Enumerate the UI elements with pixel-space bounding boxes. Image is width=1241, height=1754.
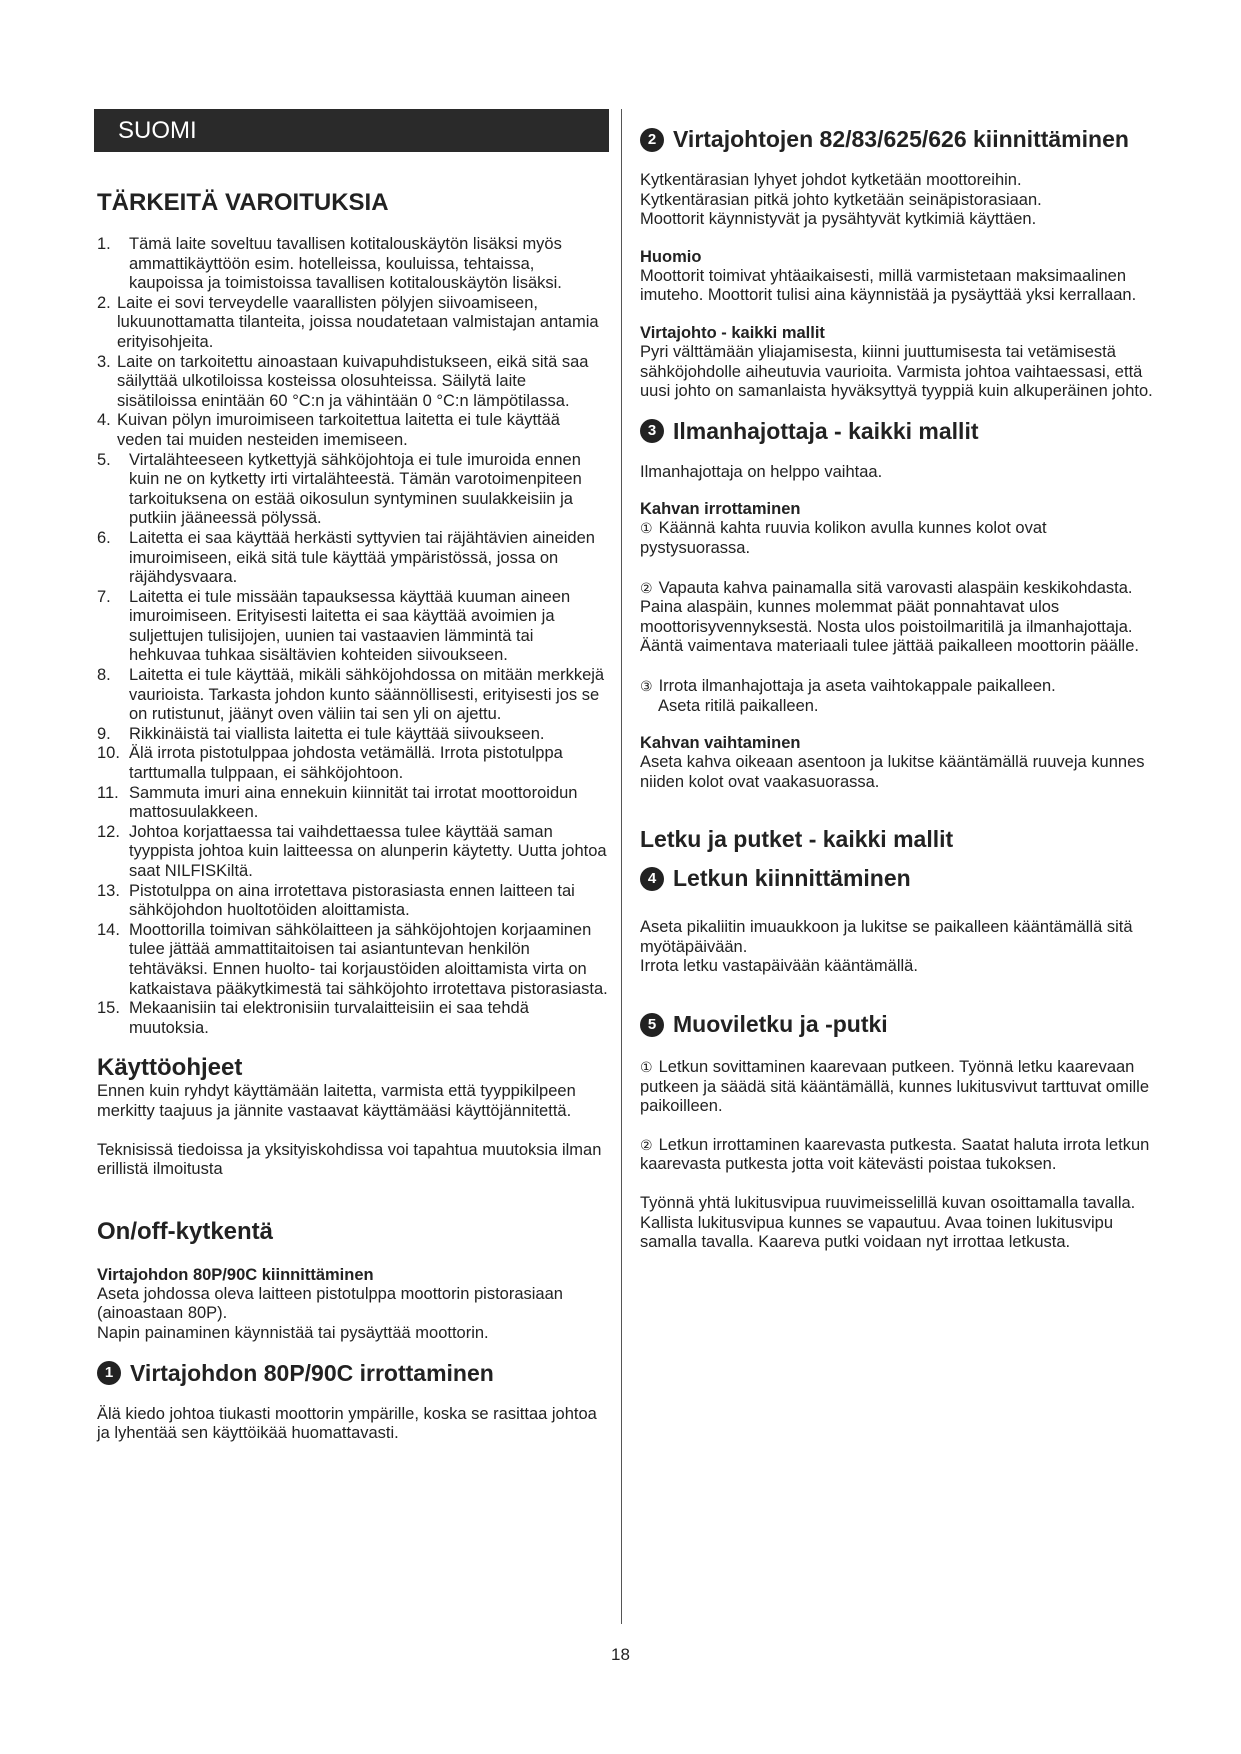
step-3-continued: Aseta ritilä paikalleen. (658, 696, 819, 715)
circled-3-icon: ③ (640, 677, 653, 694)
number-5-icon: 5 (640, 1013, 664, 1037)
usage-title: Käyttöohjeet (97, 1054, 243, 1082)
list-item: 10. Älä irrota pistotulppaa johdosta vetämällä. Irrota pistotulppa tarttumalla tulppaan, ei sähköjohtoon. (97, 744, 563, 783)
list-item: 5. Virtalähteeseen kytkettyjä sähköjohtoja ei tule imuroida ennen kuin ne on kytketty irti virtalähteestä. Tämän varotoimenpiteen tarkoituksena on estää oikosulun syntyminen suulakkeisiin ja putkiin jääneessä pölyssä. (97, 450, 582, 528)
number-4-icon: 4 (640, 867, 664, 891)
section-2-title: 2 Virtajohtojen 82/83/625/626 kiinnittäminen (640, 126, 1160, 153)
list-item: 7. Laitetta ei tule missään tapauksessa käyttää kuuman aineen imuroimiseen. Erityisesti laitetta ei saa käyttää avoimien ja suljettujen tulisijojen, uunien tai vastaavien lämmintä tai hehkuvaa tuhkaa sisältävien kohteiden siivoukseen. (97, 587, 571, 665)
number-3-icon: 3 (640, 419, 664, 443)
language-header: SUOMI (94, 109, 609, 152)
step-3: ③ Irrota ilmanhajottaja ja aseta vaihtokappale paikalleen. (640, 676, 1056, 695)
circled-2-icon: ② (640, 579, 653, 596)
step-1: ① Letkun sovittaminen kaarevaan putkeen. Työnnä letku kaarevaan putkeen ja säädä sitä kääntämällä, kunnes lukitusvivut tarttuvat omille paikoilleen. (640, 1058, 1150, 1116)
step-2: ② Vapauta kahva painamalla sitä varovasti alaspäin keskikohdasta. Paina alaspäin, kunnes molemmat päät ponnahtavat ulos moottorisyvennyksestä. Nosta ulos poistoilmaritilä ja ilmanhajottaja. Ääntä vaimentava materiaali tulee jättää paikalleen moottorin päälle. (640, 578, 1139, 656)
section-3-title: 3 Ilmanhajottaja - kaikki mallit (640, 418, 1160, 445)
step-2: ② Letkun irrottaminen kaarevasta putkesta. Saatat haluta irrota letkun kaarevasta putkesta jotta voit kätevästi poistaa tukoksen. (640, 1135, 1150, 1174)
section-3-paragraph: Ilmanhajottaja on helppo vaihtaa. (640, 462, 883, 481)
section-4-paragraph-2: Irrota letku vastapäivään kääntämällä. (640, 957, 918, 976)
handle-removal-title: Kahvan irrottaminen (640, 500, 801, 519)
section-2-paragraph-1: Kytkentärasian lyhyet johdot kytketään moottoreihin. (640, 171, 1022, 189)
section-2-paragraph-3: Moottorit käynnistyvät ja pysähtyvät kytkimiä käyttäen. (640, 210, 1037, 229)
onoff-paragraph-2: Napin painaminen käynnistää tai pysäyttää moottorin. (97, 1323, 489, 1342)
warnings-list (97, 235, 609, 1038)
list-item: 11. Sammuta imuri aina ennekuin kiinnität tai irrotat moottoroidun mattosuulakkeen. (97, 783, 578, 822)
page-number: 18 (611, 1645, 630, 1664)
column-divider (621, 109, 622, 1624)
list-item: 2. Laite ei sovi terveydelle vaarallisten pölyjen siivoamiseen, lukuunottamatta tilanteita, joissa noudatetaan valmistajan antamia erityisohjeita. (97, 293, 599, 351)
onoff-paragraph-1: Aseta johdossa oleva laitteen pistotulppa moottorin pistorasiaan (ainoastaan 80P). (97, 1284, 563, 1323)
list-item: 15. Mekaanisiin tai elektronisiin turvalaitteisiin ei saa tehdä muutoksia. (97, 999, 529, 1037)
list-item: 6. Laitetta ei saa käyttää herkästi syttyvien tai räjähtävien aineiden imuroimiseen, eikä sitä tule käyttää ympäristössä, jossa on räjähdysvaara. (97, 528, 595, 587)
section-5-paragraph: Työnnä yhtä lukitusvipua ruuvimeisselillä kuvan osoittamalla tavalla. Kallista lukitusvipua kunnes se vapautuu. Avaa toinen lukitusvipu samalla tavalla. Kaareva putki voidaan nyt irrottaa letkusta. (640, 1194, 1136, 1252)
number-1-icon: 1 (97, 1361, 121, 1385)
number-2-icon: 2 (640, 128, 664, 152)
onoff-title: On/off-kytkentä (97, 1217, 274, 1245)
list-item: 12. Johtoa korjattaessa tai vaihdettaessa tulee käyttää saman tyyppista johtoa kuin laitteessa on alunperin käytetty. Uutta johtoa saat NILFISKiltä. (97, 822, 607, 880)
right-column (640, 120, 1160, 1253)
usage-paragraph-2: Teknisissä tiedoissa ja yksityiskohdissa voi tapahtua muutoksia ilman erillistä ilmoitusta (97, 1140, 602, 1179)
circled-1-icon: ① (640, 1059, 653, 1076)
section-4-title: 4 Letkun kiinnittäminen (640, 865, 1160, 892)
list-item: 4. Kuivan pölyn imuroimiseen tarkoitettua laitetta ei tule käyttää veden tai muiden nesteiden imemiseen. (97, 411, 560, 449)
circled-2-icon: ② (640, 1136, 653, 1153)
section-2-paragraph-2: Kytkentärasian pitkä johto kytketään seinäpistorasiaan. (640, 190, 1042, 209)
step-1: ① Käännä kahta ruuvia kolikon avulla kunnes kolot ovat pystysuorassa. (640, 519, 1047, 557)
section-1-title: 1 Virtajohdon 80P/90C irrottaminen (97, 1360, 609, 1387)
section-1-paragraph: Älä kiedo johtoa tiukasti moottorin ympärille, koska se rasittaa johtoa ja lyhentää sen käyttöikää huomattavasti. (97, 1404, 597, 1443)
handle-change-text: Aseta kahva oikeaan asentoon ja lukitse kääntämällä ruuveja kunnes niiden kolot ovat vaakasuorassa. (640, 753, 1145, 791)
section-5-title: 5 Muoviletku ja -putki (640, 1011, 1160, 1038)
note-text: Moottorit toimivat yhtäaikaisesti, millä varmistetaan maksimaalinen imuteho. Moottorit tulisi aina käynnistää ja pysäyttää yksi kerrallaan. (640, 266, 1137, 305)
handle-change-title: Kahvan vaihtaminen (640, 734, 801, 753)
list-item: 14. Moottorilla toimivan sähkölaitteen ja sähköjohtojen korjaaminen tulee jättää ammattitaitoisen tai asiantuntevan henkilön tehtäväksi. Ennen huolto- tai korjaustöiden aloittamista virta on katkaistava pääkytkimestä tai sähköjohto irrotettava pistorasiasta. (97, 920, 608, 998)
list-item: 8. Laitetta ei tule käyttää, mikäli sähköjohdossa on mitään merkkejä vaurioista. Tarkasta johdon kunto säännöllisesti, erityisesti jos se on rutistunut, jäänyt oven väliin tai sen yli on ajettu. (97, 666, 605, 724)
list-item: 3. Laite on tarkoitettu ainoastaan kuivapuhdistukseen, eikä sitä saa säilyttää ulkotiloissa kosteissa olosuhteissa. Säilytä laite sisätiloissa enintään 60 °C:n ja vähintään 0 °C:n lämpötilassa. (97, 352, 589, 410)
note-title: Huomio (640, 247, 702, 266)
section-4-paragraph-1: Aseta pikaliitin imuaukkoon ja lukitse se paikalleen kääntämällä sitä myötäpäivään. (640, 918, 1133, 956)
usage-paragraph-1: Ennen kuin ryhdyt käyttämään laitetta, varmista että tyyppikilpeen merkitty taajuus ja jännite vastaavat käyttämääsi käyttöjännitettä. (97, 1082, 576, 1120)
list-item: 1. Tämä laite soveltuu tavallisen kotitalouskäytön lisäksi myös ammattikäyttöön esim. hotelleissa, kouluissa, tehtaissa, kaupoissa ja toimistoissa tavallisen kotitalouskäytön lisäksi. (97, 235, 562, 293)
cord-title: Virtajohto - kaikki mallit (640, 323, 825, 342)
left-column (97, 180, 609, 1444)
list-item: 13. Pistotulppa on aina irrotettava pistorasiasta ennen laitteen tai sähköjohdon huoltotöiden aloittamista. (97, 881, 575, 920)
circled-1-icon: ① (640, 520, 653, 537)
hose-section-title: Letku ja putket - kaikki mallit (640, 826, 954, 853)
warnings-title: TÄRKEITÄ VAROITUKSIA (97, 189, 389, 216)
list-item: 9. Rikkinäistä tai viallista laitetta ei tule käyttää siivoukseen. (97, 724, 545, 743)
cord-text: Pyri välttämään yliajamisesta, kiinni juuttumisesta tai vetämisestä sähköjohdolle aiheutuvia vaurioita. Varmista johtoa vaihtaessasi, että uusi johto on samanlaista hyväksyttyä tyyppiä kuin alkuperäinen johto. (640, 342, 1153, 401)
onoff-subtitle: Virtajohdon 80P/90C kiinnittäminen (97, 1265, 374, 1284)
